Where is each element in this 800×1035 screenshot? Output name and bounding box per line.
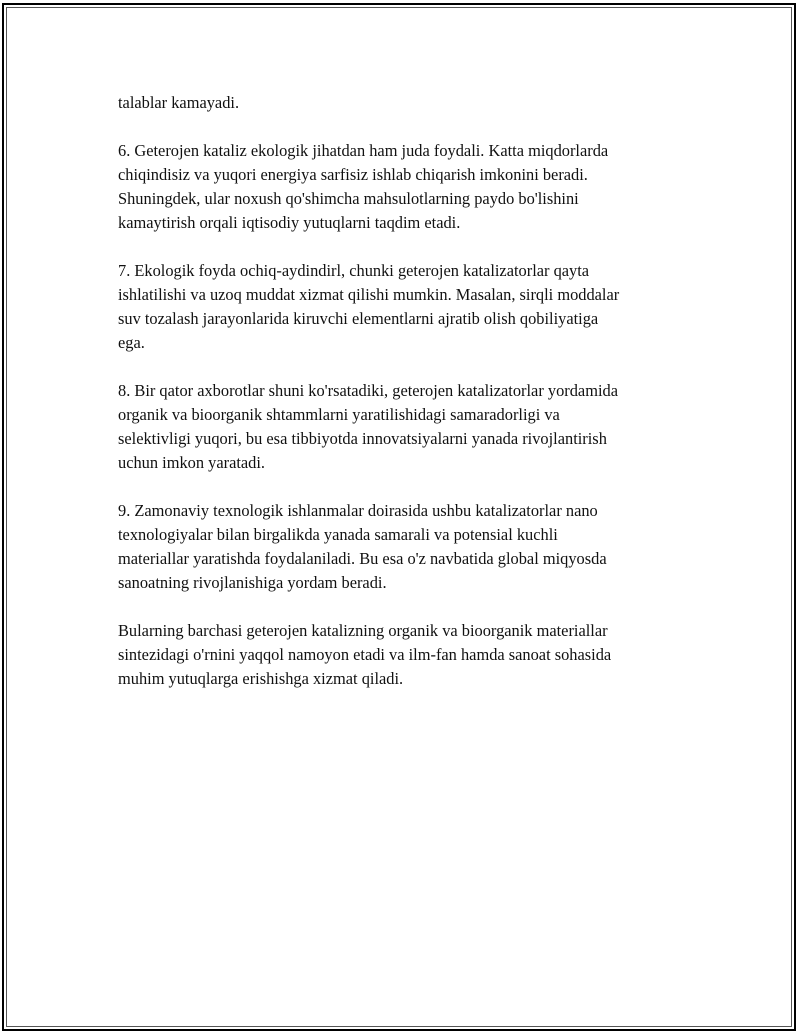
- paragraph-item-8: 8. Bir qator axborotlar shuni ko'rsatadiki, geterojen katalizatorlar yordamida organik va bioorganik shtammlarni yaratilishidagi samaradorligi va selektivligi yuqori, bu esa tibbiyotda innovatsiyalarni yanada rivojlantirish uchun imkon yaratadi.: [118, 381, 618, 472]
- paragraph-item-6: 6. Geterojen kataliz ekologik jihatdan ham juda foydali. Katta miqdorlarda chiqindisiz va yuqori energiya sarfisiz ishlab chiqarish imkonini beradi. Shuningdek, ular noxush qo'shimcha mahsulotlarning paydo bo'lishini kamaytirish orqali iqtisodiy yutuqlarni taqdim etadi.: [118, 141, 609, 232]
- paragraph-item-9: 9. Zamonaviy texnologik ishlanmalar doirasida ushbu katalizatorlar nano texnologiyalar bilan birgalikda yanada samarali va potensial kuchli materiallar yaratishda foydalaniladi. Bu esa o'z navbatida global miqyosda sanoatning rivojlanishiga yordam beradi.: [118, 501, 607, 592]
- paragraph-continuation: talablar kamayadi.: [118, 93, 240, 112]
- paragraph-item-7: 7. Ekologik foyda ochiq-aydindirl, chunki geterojen katalizatorlar qayta ishlatilishi va uzoq muddat xizmat qilishi mumkin. Masalan, sirqli moddalar suv tozalash jarayonlarida kiruvchi elementlarni ajratib olish qobiliyatiga ega.: [118, 261, 620, 352]
- paragraph-conclusion: Bularning barchasi geterojen katalizning organik va bioorganik materiallar sintezidagi o'rnini yaqqol namoyon etadi va ilm-fan hamda sanoat sohasida muhim yutuqlarga erishishga xizmat qiladi.: [118, 621, 612, 688]
- document-body: [118, 91, 698, 715]
